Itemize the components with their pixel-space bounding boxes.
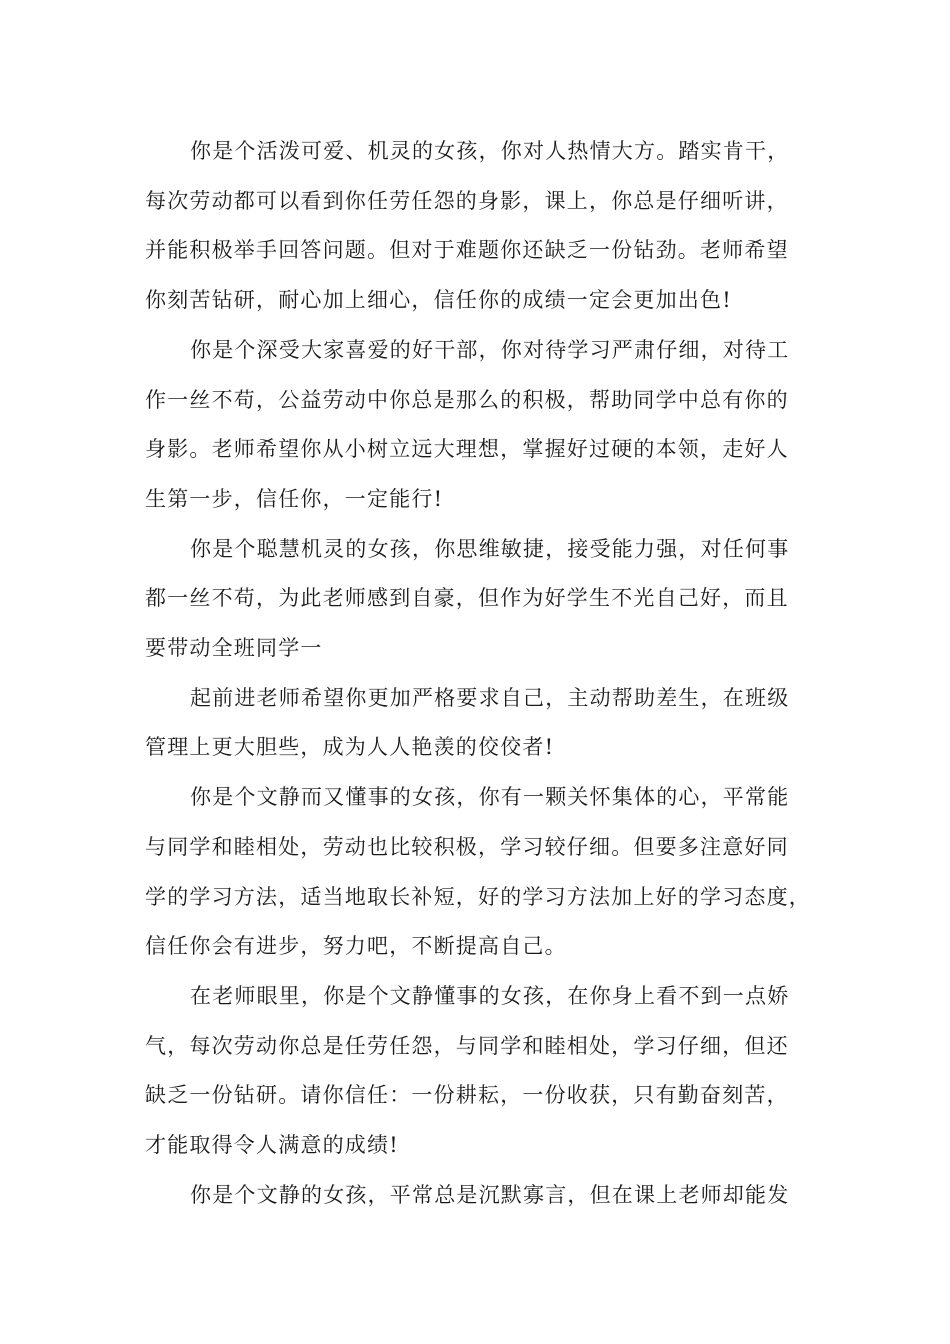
- text-line: 你刻苦钻研，耐心加上细心，信任你的成绩一定会更加出色!: [145, 288, 732, 312]
- text-line: 你是个聪慧机灵的女孩，你思维敏捷，接受能力强，对任何事: [190, 537, 790, 561]
- text-line: 在老师眼里，你是个文静懂事的女孩，在你身上看不到一点娇: [190, 984, 790, 1008]
- text-line: 你是个文静的女孩，平常总是沉默寡言，但在课上老师却能发: [190, 1183, 790, 1207]
- text-line: 你是个文静而又懂事的女孩，你有一颗关怀集体的心，平常能: [190, 785, 790, 809]
- text-line: 缺乏一份钻研。请你信任：一份耕耘，一份收获，只有勤奋刻苦，: [145, 1083, 789, 1107]
- text-line: 并能积极举手回答问题。但对于难题你还缺乏一份钻劲。老师希望: [145, 238, 789, 262]
- text-line: 身影。老师希望你从小树立远大理想，掌握好过硬的本领，走好人: [145, 437, 789, 461]
- text-line: 起前进老师希望你更加严格要求自己，主动帮助差生，在班级: [190, 686, 790, 710]
- text-line: 才能取得令人满意的成绩!: [145, 1133, 399, 1157]
- text-line: 与同学和睦相处，劳动也比较积极，学习较仔细。但要多注意好同: [145, 835, 789, 859]
- text-line: 每次劳动都可以看到你任劳任怨的身影，课上，你总是仔细听讲，: [145, 189, 789, 213]
- text-line: 作一丝不苟，公益劳动中你总是那么的积极，帮助同学中总有你的: [145, 388, 789, 412]
- text-line: 你是个活泼可爱、机灵的女孩，你对人热情大方。踏实肯干，: [190, 139, 790, 163]
- text-line: 气，每次劳动你总是任劳任怨，与同学和睦相处，学习仔细，但还: [145, 1034, 789, 1058]
- text-line: 学的学习方法，适当地取长补短，好的学习方法加上好的学习态度，: [145, 885, 811, 909]
- text-line: 都一丝不苟，为此老师感到自豪，但作为好学生不光自己好，而且: [145, 586, 789, 610]
- text-line: 生第一步，信任你，一定能行!: [145, 487, 444, 511]
- text-line: 要带动全班同学一: [145, 636, 323, 660]
- text-line: 你是个深受大家喜爱的好干部，你对待学习严肃仔细，对待工: [190, 338, 790, 362]
- text-line: 信任你会有进步，努力吧，不断提高自己。: [145, 934, 567, 958]
- text-line: 管理上更大胆些，成为人人艳羡的佼佼者!: [145, 735, 555, 759]
